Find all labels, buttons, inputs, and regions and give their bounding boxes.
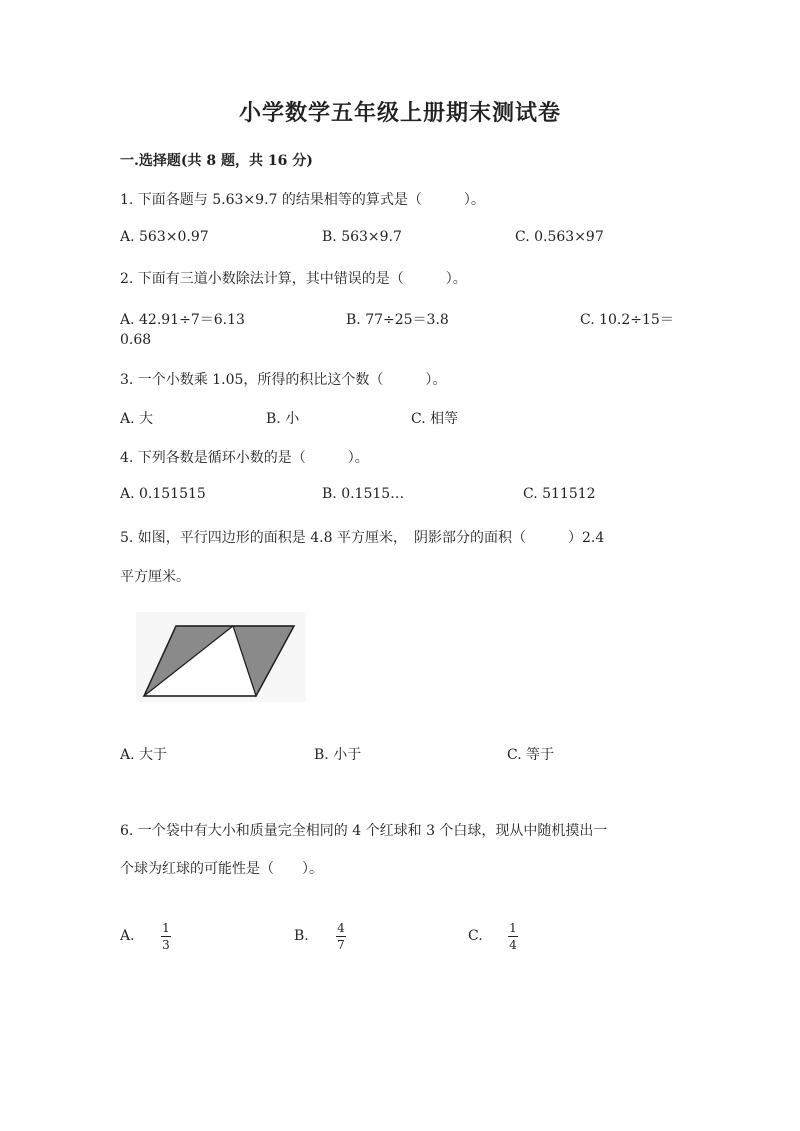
question-1-stem: 1. 下面各题与 5.63×9.7 的结果相等的算式是（ ）。 xyxy=(120,192,485,208)
fraction-denominator: 7 xyxy=(337,938,345,952)
question-5-option-c: C. 等于 xyxy=(507,747,555,763)
fraction-denominator: 4 xyxy=(509,938,517,952)
question-5-option-a: A. 大于 xyxy=(120,747,168,763)
question-6-option-a-fraction xyxy=(161,921,171,952)
question-4-stem: 4. 下列各数是循环小数的是（ ）。 xyxy=(120,450,369,466)
fraction-bar xyxy=(161,936,171,937)
question-6-option-b-fraction xyxy=(336,921,346,952)
question-6-option-c-fraction xyxy=(508,921,518,952)
question-6-option-c-label: C. xyxy=(468,928,483,944)
fraction-bar xyxy=(508,936,518,937)
fraction-numerator: 1 xyxy=(162,921,170,935)
question-2-option-c-continued: 0.68 xyxy=(120,332,152,348)
question-2-option-c: C. 10.2÷15＝ xyxy=(580,312,674,328)
fraction-bar xyxy=(336,936,346,937)
question-4-option-c: C. 511512 xyxy=(523,486,596,502)
question-1-option-c: C. 0.563×97 xyxy=(515,229,604,245)
question-5-stem-line2: 平方厘米。 xyxy=(120,569,190,585)
question-1-option-a: A. 563×0.97 xyxy=(120,229,209,245)
question-6-option-a-label: A. xyxy=(120,928,135,944)
fraction-numerator: 4 xyxy=(337,921,345,935)
question-6-stem-line2: 个球为红球的可能性是（ ）。 xyxy=(120,861,323,877)
section-heading: 一.选择题(共 8 题，共 16 分) xyxy=(120,153,313,169)
question-3-option-a: A. 大 xyxy=(120,411,154,427)
question-2-option-b: B. 77÷25＝3.8 xyxy=(346,312,449,328)
question-6-stem-line1: 6. 一个袋中有大小和质量完全相同的 4 个红球和 3 个白球，现从中随机摸出一 xyxy=(120,823,608,839)
fraction-numerator: 1 xyxy=(509,921,517,935)
question-6-option-b-label: B. xyxy=(294,928,309,944)
question-2-option-a: A. 42.91÷7＝6.13 xyxy=(120,312,245,328)
question-4-option-b: B. 0.1515… xyxy=(322,486,405,502)
fraction-denominator: 3 xyxy=(162,938,170,952)
question-3-option-b: B. 小 xyxy=(266,411,300,427)
question-3-option-c: C. 相等 xyxy=(411,411,459,427)
question-3-stem: 3. 一个小数乘 1.05，所得的积比这个数（ ）。 xyxy=(120,372,447,388)
question-5-stem-line1: 5. 如图，平行四边形的面积是 4.8 平方厘米， 阴影部分的面积（ ）2.4 xyxy=(120,530,605,546)
parallelogram-figure xyxy=(136,612,306,702)
page-title: 小学数学五年级上册期末测试卷 xyxy=(238,100,561,126)
question-5-option-b: B. 小于 xyxy=(314,747,362,763)
question-1-option-b: B. 563×9.7 xyxy=(322,229,402,245)
question-2-stem: 2. 下面有三道小数除法计算，其中错误的是（ ）。 xyxy=(120,271,467,287)
question-4-option-a: A. 0.151515 xyxy=(120,486,206,502)
